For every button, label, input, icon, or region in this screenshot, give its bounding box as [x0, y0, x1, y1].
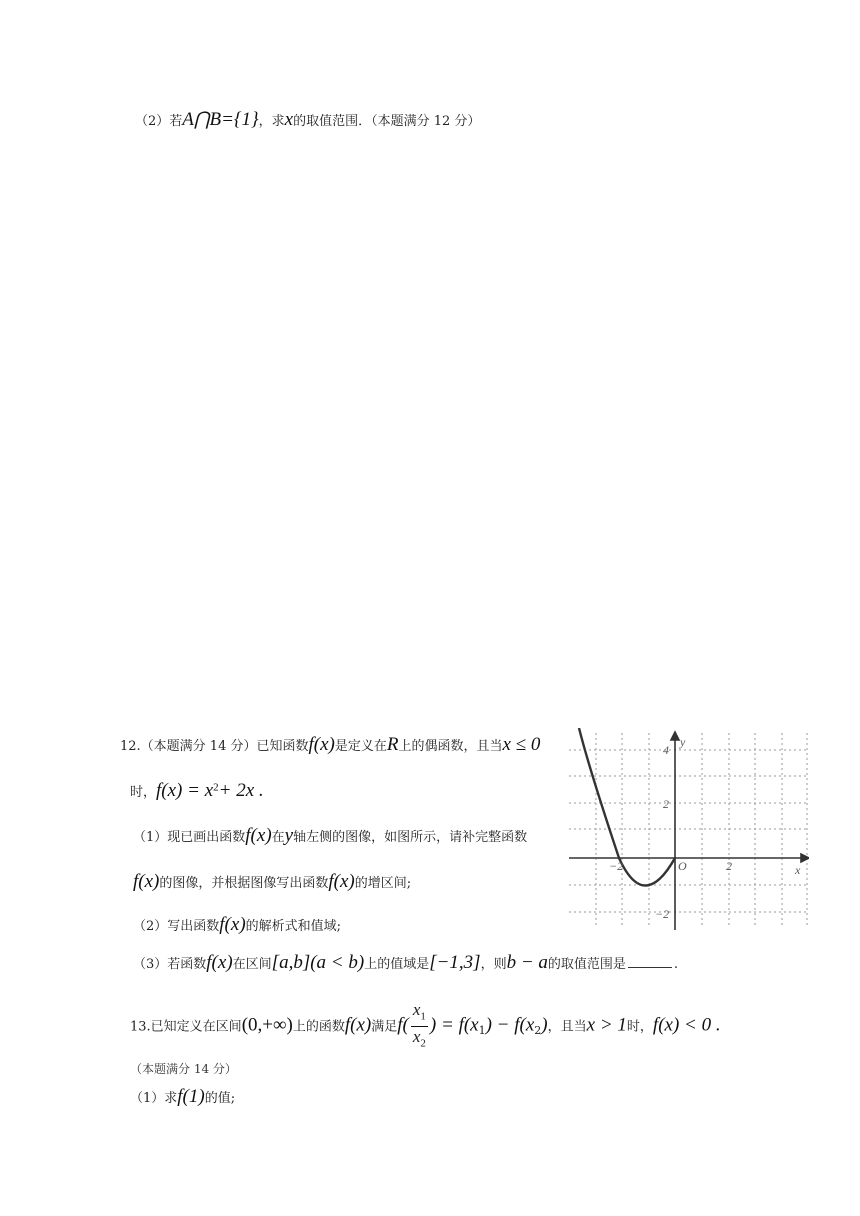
q11-part2-prefix: （2）若 — [135, 114, 183, 129]
q12-line2-a: 时， — [130, 785, 157, 800]
q12-p1-y: y — [284, 825, 294, 846]
q13-p1-f1: f(1) — [177, 1086, 205, 1107]
q12-formula-left: f(x) = x — [156, 780, 214, 801]
function-curve — [579, 728, 675, 886]
q12-p3-range: [−1,3] — [429, 952, 481, 973]
q13-condition: x > 1 — [586, 1014, 627, 1036]
q13-domain: (0,+∞) — [241, 1014, 293, 1036]
q12-p3-b: 在区间 — [232, 957, 272, 972]
q12-p1-d: 的图像，并根据图像写出函数 — [159, 876, 329, 891]
q13-p1-b: 的值; — [204, 1091, 236, 1106]
q13-intro-d: ，且当 — [547, 1019, 587, 1035]
q12-p1-fx2: f(x) — [133, 871, 160, 892]
q12-p3-d: ，则 — [480, 957, 507, 972]
q12-p3-expr: b − a — [506, 952, 548, 973]
frac-numerator: x — [412, 1000, 421, 1019]
q12-p1-e: 的增区间; — [354, 876, 412, 891]
q13-intro-e: 时， — [626, 1019, 653, 1035]
tick-y-4: 4 — [663, 743, 669, 757]
q13-eq-rest3: ) — [541, 1014, 548, 1036]
frac-num-sub: 1 — [420, 1010, 426, 1023]
q12-p3-end: . — [673, 957, 679, 972]
q12-line2 — [130, 780, 264, 802]
q12-p3-interval: [a,b](a < b) — [271, 952, 365, 973]
x-axis-label: x — [795, 863, 801, 877]
origin-label: O — [678, 859, 687, 873]
tick-y-2: 2 — [663, 797, 669, 811]
q13-eq-rest2: ) − f(x — [485, 1014, 535, 1036]
function-graph — [569, 728, 809, 933]
tick-x-2: 2 — [726, 859, 732, 873]
q13-eq-rest: ) = f(x — [429, 1014, 479, 1036]
y-axis-label: y — [680, 735, 686, 749]
frac-denominator: x — [412, 1027, 421, 1047]
q12-part2 — [133, 914, 341, 936]
q12-p1-fx: f(x) — [245, 825, 272, 846]
q13-fraction — [411, 1000, 428, 1054]
q13-inequality: f(x) < 0 . — [652, 1014, 721, 1036]
q12-condition: x ≤ 0 — [502, 734, 541, 755]
q12-p3-fx: f(x) — [206, 952, 233, 973]
q12-p1-a: （1）现已画出函数 — [133, 830, 246, 845]
axes — [569, 732, 809, 930]
q12-R: R — [386, 734, 399, 755]
q12-p3-a: （3）若函数 — [133, 957, 207, 972]
q12-part1 — [133, 825, 527, 847]
q12-fx: f(x) — [308, 734, 335, 755]
q12-intro-b: 是定义在 — [334, 739, 387, 754]
q12-part3 — [133, 952, 678, 974]
q13-eq-sub2: 2 — [534, 1023, 542, 1037]
q12-intro-a: 12.（本题满分 14 分）已知函数 — [120, 739, 309, 754]
q13-intro-a: 13.已知定义在区间 — [130, 1019, 242, 1035]
q12-p1-fx3: f(x) — [328, 871, 355, 892]
q12-p2-fx: f(x) — [219, 914, 246, 935]
tick-x-neg2: −2 — [609, 859, 624, 873]
q12-p3-c: 上的值域是 — [364, 957, 430, 972]
q13-f-open: f( — [397, 1014, 409, 1036]
q11-part2 — [135, 108, 480, 131]
q12-p2-b: 的解析式和值域; — [245, 919, 342, 934]
q11-part2-mid: ，求 — [258, 114, 285, 129]
answer-blank — [628, 966, 672, 968]
q13-intro — [130, 1000, 721, 1054]
q13-intro-c: 满足 — [371, 1019, 398, 1035]
q12-intro — [120, 734, 540, 756]
q13-part1 — [130, 1086, 235, 1108]
q12-p1-c: 轴左侧的图像，如图所示，请补完整函数 — [293, 830, 528, 845]
q13-fx: f(x) — [344, 1014, 372, 1036]
grid — [569, 733, 807, 928]
q13-p1-a: （1）求 — [130, 1091, 178, 1106]
q11-var-x: x — [284, 109, 294, 130]
q12-formula-right: + 2x . — [218, 780, 264, 801]
q11-part2-suffix: 的取值范围．（本题满分 12 分） — [293, 114, 481, 129]
tick-y-neg2: −2 — [655, 907, 670, 921]
q12-p3-e: 的取值范围是 — [547, 957, 626, 972]
q12-p1-b: 在 — [271, 830, 285, 845]
q12-formula-sq: 2 — [213, 781, 219, 794]
q13-intro-b: 上的函数 — [292, 1019, 345, 1035]
q11-set-expression: A⋂B={1} — [182, 109, 259, 130]
q13-score: （本题满分 14 分） — [130, 1062, 237, 1076]
q12-p2-a: （2）写出函数 — [133, 919, 220, 934]
q12-intro-c: 上的偶函数，且当 — [398, 739, 503, 754]
q13-eq-sub1: 1 — [478, 1023, 486, 1037]
q12-part1-cont — [133, 871, 411, 893]
frac-den-sub: 2 — [420, 1037, 426, 1050]
